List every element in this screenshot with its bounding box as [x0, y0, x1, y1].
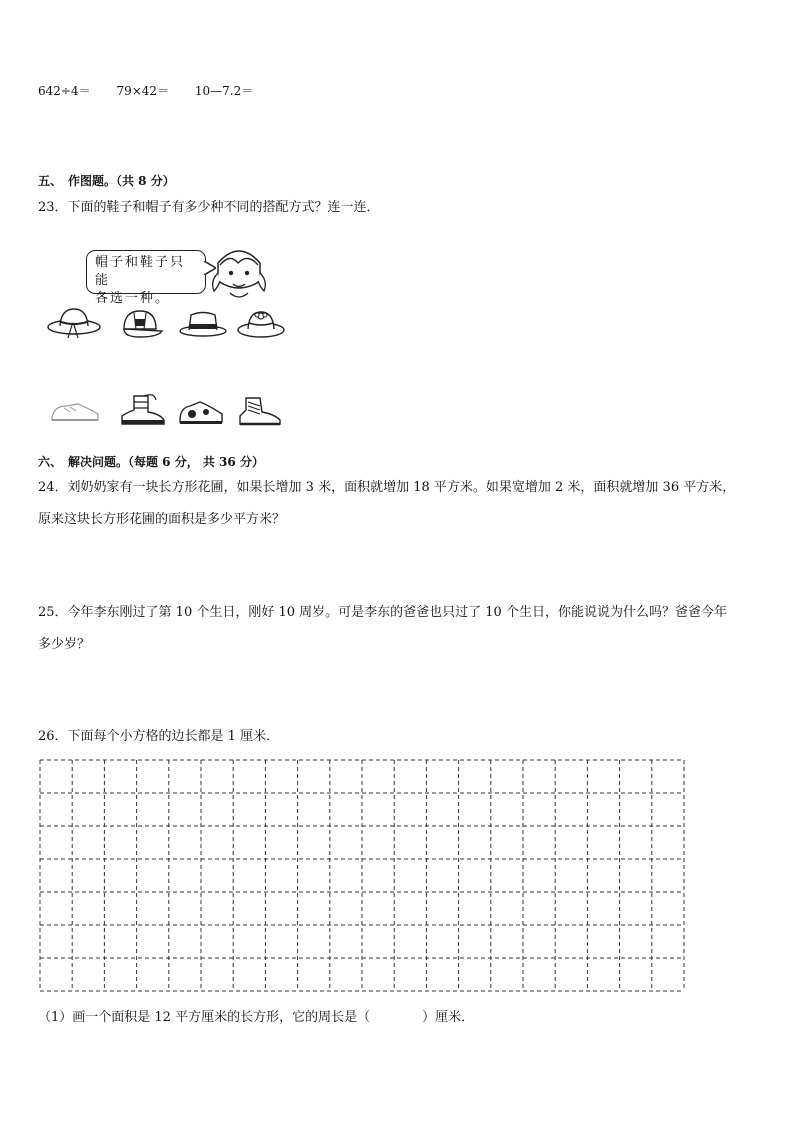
high-top-icon [236, 394, 284, 428]
speech-bubble [86, 250, 206, 306]
fedora-icon [178, 309, 228, 339]
question-23: 23．下面的鞋子和帽子有多少种不同的搭配方式？连一连． [38, 200, 380, 215]
question-26-sub1 [38, 1003, 474, 1033]
boot-icon [116, 392, 168, 428]
sub1-text-before: （1）画一个面积是 12 平方厘米的长方形，它的周长是（ [38, 1010, 371, 1025]
speech-line: 各选一种。 [95, 291, 171, 306]
section5-title: 五、 作图题。（共 8 分） [38, 174, 175, 188]
question-26: 26．下面每个小方格的边长都是 1 厘米． [38, 729, 280, 744]
calc-item: 79×42＝ [116, 84, 170, 98]
girl-face-icon [208, 243, 270, 305]
sub1-text-after: ）厘米． [422, 1010, 475, 1025]
question-25-line1: 25．今年李东刚过了第 10 个生日，刚好 10 周岁。可是李东的爸爸也只过了 10 个生日，你能说说为什么吗？爸爸今年 [38, 605, 727, 620]
question-25-line2: 多少岁？ [38, 637, 91, 652]
calculation-row [38, 82, 275, 99]
question-24-line1: 24．刘奶奶家有一块长方形花圃，如果长增加 3 米，面积就增加 18 平方米。如果宽增加 2 米，面积就增加 36 平方米， [38, 480, 736, 495]
sun-hat-icon [46, 305, 102, 341]
question-24-line2: 原来这块长方形花圃的面积是多少平方米？ [38, 512, 286, 527]
square-grid[interactable] [39, 759, 685, 992]
calc-item: 10—7.2＝ [194, 84, 254, 98]
sneaker-icon [48, 398, 102, 426]
speech-line: 帽子和鞋子只能 [95, 255, 186, 288]
cap-icon [118, 307, 164, 341]
sport-shoe-icon [176, 394, 226, 428]
flower-hat-icon [236, 306, 286, 340]
calc-item: 642÷4＝ [38, 84, 91, 98]
section6-title: 六、 解决问题。（每题 6 分， 共 36 分） [38, 455, 264, 469]
